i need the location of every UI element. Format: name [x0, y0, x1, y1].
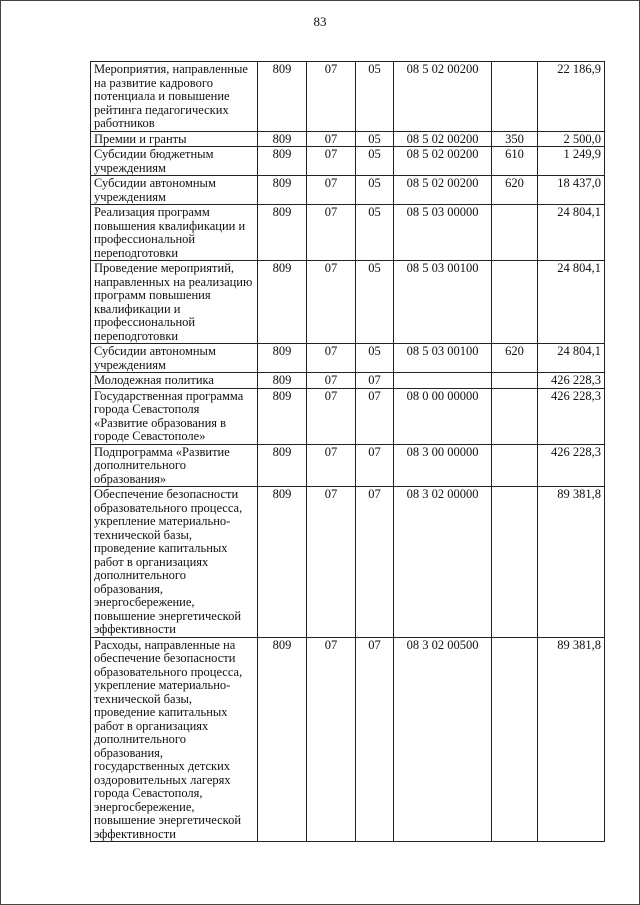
subsection-code-cell: 05 [356, 131, 394, 147]
expense-type-cell [492, 373, 538, 389]
expense-type-cell [492, 62, 538, 132]
expense-type-cell [492, 637, 538, 842]
amount-cell: 24 804,1 [538, 205, 605, 261]
target-article-cell: 08 3 02 00000 [394, 487, 492, 638]
row-name-cell: Молодежная политика [91, 373, 258, 389]
table-row [91, 62, 605, 132]
table-row [91, 205, 605, 261]
table-row [91, 388, 605, 444]
table-row [91, 131, 605, 147]
target-article-cell [394, 373, 492, 389]
amount-cell: 2 500,0 [538, 131, 605, 147]
table-row [91, 487, 605, 638]
target-article-cell: 08 5 02 00200 [394, 176, 492, 205]
target-article-cell: 08 5 02 00200 [394, 147, 492, 176]
expense-type-cell [492, 444, 538, 487]
ministry-code-cell: 809 [258, 344, 307, 373]
subsection-code-cell: 07 [356, 373, 394, 389]
target-article-cell: 08 0 00 00000 [394, 388, 492, 444]
subsection-code-cell: 07 [356, 444, 394, 487]
table-row [91, 637, 605, 842]
target-article-cell: 08 5 02 00200 [394, 62, 492, 132]
row-name-cell: Проведение мероприятий, направленных на реализацию программ повышения квалификации и профессиональной переподготовки [91, 261, 258, 344]
amount-cell: 426 228,3 [538, 388, 605, 444]
section-code-cell: 07 [307, 373, 356, 389]
section-code-cell: 07 [307, 62, 356, 132]
ministry-code-cell: 809 [258, 131, 307, 147]
amount-cell: 89 381,8 [538, 487, 605, 638]
target-article-cell: 08 5 03 00100 [394, 261, 492, 344]
amount-cell: 18 437,0 [538, 176, 605, 205]
section-code-cell: 07 [307, 637, 356, 842]
target-article-cell: 08 3 02 00500 [394, 637, 492, 842]
amount-cell: 22 186,9 [538, 62, 605, 132]
ministry-code-cell: 809 [258, 62, 307, 132]
target-article-cell: 08 3 00 00000 [394, 444, 492, 487]
amount-cell: 1 249,9 [538, 147, 605, 176]
target-article-cell: 08 5 02 00200 [394, 131, 492, 147]
expense-type-cell [492, 205, 538, 261]
ministry-code-cell: 809 [258, 637, 307, 842]
amount-cell: 24 804,1 [538, 261, 605, 344]
table-row [91, 147, 605, 176]
ministry-code-cell: 809 [258, 444, 307, 487]
target-article-cell: 08 5 03 00100 [394, 344, 492, 373]
row-name-cell: Реализация программ повышения квалификации и профессиональной переподготовки [91, 205, 258, 261]
ministry-code-cell: 809 [258, 388, 307, 444]
expense-type-cell [492, 487, 538, 638]
ministry-code-cell: 809 [258, 176, 307, 205]
subsection-code-cell: 05 [356, 344, 394, 373]
subsection-code-cell: 07 [356, 388, 394, 444]
table-row [91, 176, 605, 205]
budget-table [90, 61, 605, 842]
row-name-cell: Мероприятия, направленные на развитие кадрового потенциала и повышение рейтинга педагогических работников [91, 62, 258, 132]
row-name-cell: Субсидии бюджетным учреждениям [91, 147, 258, 176]
table-row [91, 444, 605, 487]
ministry-code-cell: 809 [258, 261, 307, 344]
expense-type-cell: 620 [492, 176, 538, 205]
table-row [91, 261, 605, 344]
expense-type-cell: 350 [492, 131, 538, 147]
section-code-cell: 07 [307, 176, 356, 205]
page-number: 83 [313, 14, 327, 29]
section-code-cell: 07 [307, 344, 356, 373]
row-name-cell: Обеспечение безопасности образовательного процесса, укрепление материально-технической базы, проведение капитальных работ в организациях дополнительного образования, энергосбережение, повышение энергетической эффективности [91, 487, 258, 638]
row-name-cell: Премии и гранты [91, 131, 258, 147]
subsection-code-cell: 07 [356, 487, 394, 638]
table-body [91, 62, 605, 842]
expense-type-cell: 620 [492, 344, 538, 373]
row-name-cell: Расходы, направленные на обеспечение безопасности образовательного процесса, укрепление материально-технической базы, проведение капитальных работ в организациях дополнительного образования, государственных детских оздоровительных лагерях города Севастополя, энергосбережение, повышение энергетической эффективности [91, 637, 258, 842]
section-code-cell: 07 [307, 147, 356, 176]
subsection-code-cell: 05 [356, 147, 394, 176]
section-code-cell: 07 [307, 487, 356, 638]
section-code-cell: 07 [307, 205, 356, 261]
section-code-cell: 07 [307, 261, 356, 344]
subsection-code-cell: 05 [356, 205, 394, 261]
subsection-code-cell: 05 [356, 62, 394, 132]
amount-cell: 426 228,3 [538, 373, 605, 389]
expense-type-cell [492, 388, 538, 444]
subsection-code-cell: 05 [356, 261, 394, 344]
amount-cell: 426 228,3 [538, 444, 605, 487]
row-name-cell: Государственная программа города Севастополя «Развитие образования в городе Севастополе» [91, 388, 258, 444]
subsection-code-cell: 05 [356, 176, 394, 205]
ministry-code-cell: 809 [258, 205, 307, 261]
target-article-cell: 08 5 03 00000 [394, 205, 492, 261]
row-name-cell: Субсидии автономным учреждениям [91, 344, 258, 373]
subsection-code-cell: 07 [356, 637, 394, 842]
amount-cell: 24 804,1 [538, 344, 605, 373]
ministry-code-cell: 809 [258, 373, 307, 389]
amount-cell: 89 381,8 [538, 637, 605, 842]
section-code-cell: 07 [307, 444, 356, 487]
row-name-cell: Подпрограмма «Развитие дополнительного образования» [91, 444, 258, 487]
expense-type-cell: 610 [492, 147, 538, 176]
ministry-code-cell: 809 [258, 147, 307, 176]
expense-type-cell [492, 261, 538, 344]
section-code-cell: 07 [307, 131, 356, 147]
row-name-cell: Субсидии автономным учреждениям [91, 176, 258, 205]
section-code-cell: 07 [307, 388, 356, 444]
table-row [91, 344, 605, 373]
table-row [91, 373, 605, 389]
ministry-code-cell: 809 [258, 487, 307, 638]
